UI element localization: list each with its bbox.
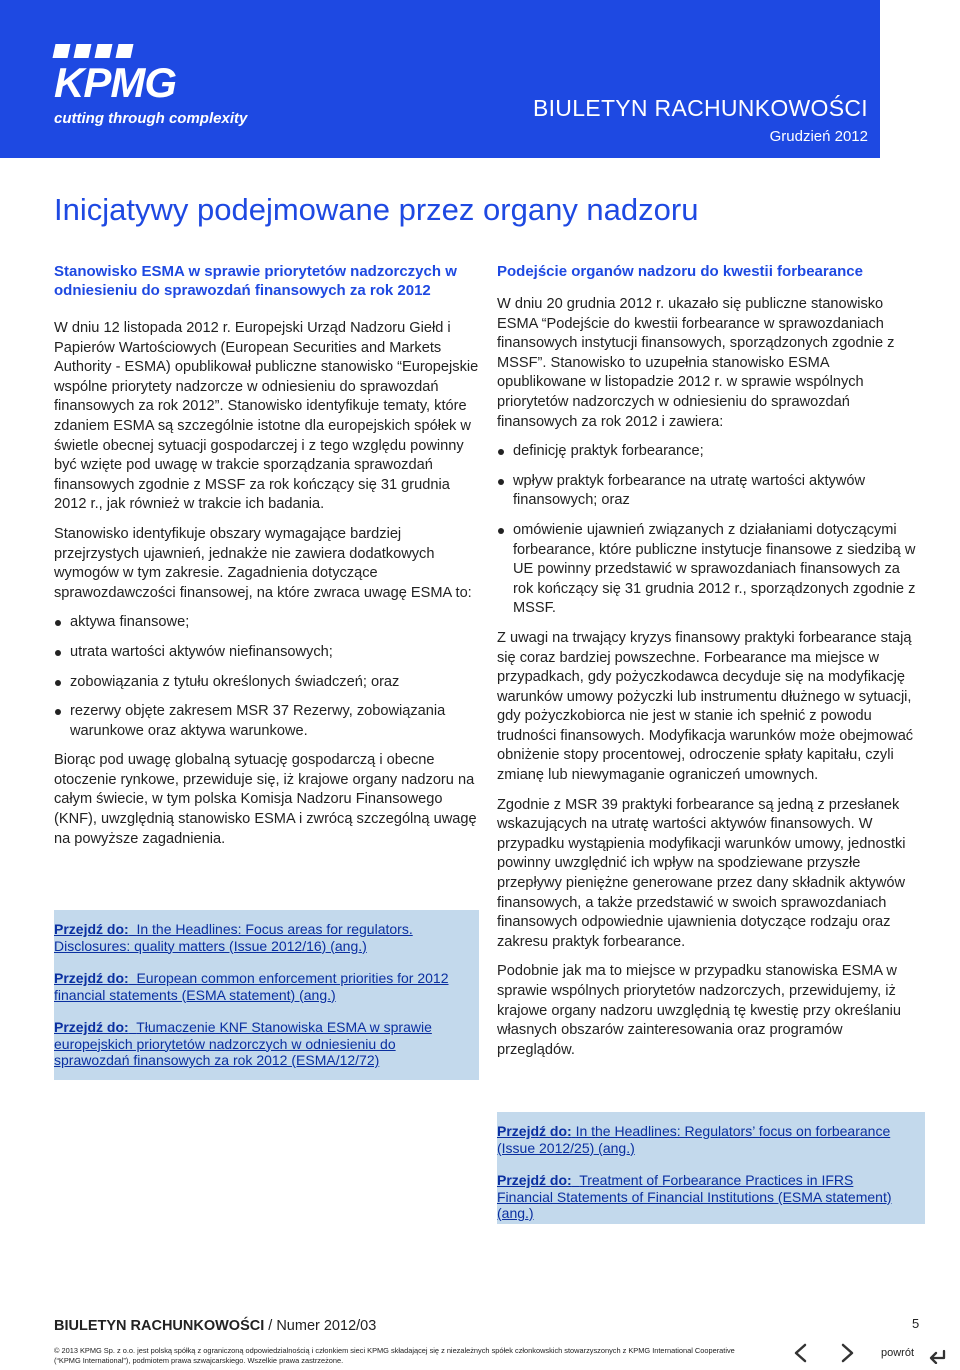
footer-title-strong: BIULETYN RACHUNKOWOŚCI: [54, 1318, 265, 1334]
link-enforcement-priorities[interactable]: [54, 970, 461, 1003]
paragraph: Zgodnie z MSR 39 praktyki forbearance są jedną z przesłanek wskazujących na utratę wartości aktywów finansowych. W przypadku wystąpienia modyfikacji warunków umowy, jednostki powinny uwzględnić ich wpływ na spodziewane przyszłe przepływy pieniężne generowane przez dany składnik aktywów finansowych, a także przedstawić w swoich sprawozdaniach finansowych odpowiednie ujawnienia dotyczące rodzaju oraz zakresu praktyk forbearance.: [497, 796, 906, 950]
page-header: [0, 0, 960, 160]
bulletin-date: Grudzień 2012: [769, 128, 868, 145]
link-text: Tłumaczenie KNF Stanowiska ESMA w sprawie europejskich priorytetów nadzorczych w odniesieniu do sprawozdań finansowych za rok 2012 (ESMA/12/72): [54, 1019, 432, 1068]
link-prefix: Przejdź do:: [54, 970, 129, 986]
kpmg-logo: [54, 59, 176, 106]
link-text: European common enforcement priorities for 2012 financial statements (ESMA statement) (ang.): [54, 970, 449, 1003]
list-item: zobowiązania z tytułu określonych świadczeń; oraz: [54, 673, 479, 693]
logo-bar: [95, 44, 113, 58]
paragraph: W dniu 20 grudnia 2012 r. ukazało się publiczne stanowisko ESMA “Podejście do kwestii forbearance w sprawozdaniach finansowych instytucji finansowych, sporządzonych zgodnie z MSSF”. Stanowisko to uzupełnia stanowisko ESMA opublikowane w listopadzie 2012 r. w sprawie wspólnych priorytetów nadzorczych w odniesieniu do sprawozdań finansowych za rok 2012 i zawiera:: [497, 296, 895, 430]
logo-bar: [53, 44, 71, 58]
footer-title-rest: / Numer 2012/03: [264, 1318, 377, 1334]
link-prefix: Przejdź do:: [497, 1123, 572, 1139]
link-text: Treatment of Forbearance Practices in IFRS Financial Statements of Financial Institutions (ESMA statement) (ang.): [497, 1172, 892, 1221]
paragraph: Podobnie jak ma to miejsce w przypadku stanowiska ESMA w sprawie wspólnych priorytetów nadzorczych, przewidujemy, iż krajowe organy nadzoru uwzględnią tę kwestię przy określaniu własnych obszarów zainteresowania oraz programów przeglądów.: [497, 963, 901, 1058]
bullet-list: [497, 442, 917, 619]
link-regulators-focus[interactable]: [497, 1123, 907, 1156]
section-heading-forbearance: Podejście organów nadzoru do kwestii forbearance: [497, 263, 863, 280]
bulletin-title: BIULETYN RACHUNKOWOŚCI: [532, 95, 868, 121]
bullet-list: [54, 613, 479, 741]
list-item: utrata wartości aktywów niefinansowych;: [54, 643, 479, 663]
list-item: aktywa finansowe;: [54, 613, 479, 633]
back-link[interactable]: powrót: [881, 1347, 915, 1359]
logo-bar: [116, 44, 134, 58]
next-page-icon[interactable]: [836, 1342, 858, 1364]
paragraph: Biorąc pod uwagę globalną sytuację gospodarczą i obecne otoczenie rynkowe, przewiduje się, iż krajowe organy nadzoru na całym świecie, w tym polska Komisja Nadzoru Finansowego (KNF), uwzględnią stanowisko ESMA i zwrócą szczególną uwagę na powyższe zagadnienia.: [54, 752, 477, 847]
logo-bars: [54, 44, 132, 58]
link-box-left: [54, 910, 479, 1080]
left-column: [54, 262, 479, 859]
tagline: cutting through complexity: [54, 110, 248, 127]
link-text: In the Headlines: Focus areas for regulators. Disclosures: quality matters (Issue 2012/16) (ang.): [54, 921, 413, 954]
legal-notice: © 2013 KPMG Sp. z o.o. jest polską spółką z ograniczoną odpowiedzialnością i członkiem sieci KPMG składającej się z niezależnych spółek członkowskich stowarzyszonych z KPMG International Cooperative (“KPMG International”), podmiotem prawa szwajcarskiego. Wszelkie prawa zastrzeżone.: [54, 1346, 735, 1365]
footer-title: [54, 1318, 376, 1334]
logo-bar: [74, 44, 92, 58]
link-prefix: Przejdź do:: [497, 1172, 572, 1188]
back-arrow-icon[interactable]: [926, 1342, 948, 1364]
paragraph: W dniu 12 listopada 2012 r. Europejski Urząd Nadzoru Giełd i Papierów Wartościowych (European Securities and Markets Authority - ESMA) opublikował publiczne stanowisko “Europejskie wspólne priorytety nadzorcze w odniesieniu do sprawozdań finansowych za rok 2012”. Stanowisko identyfikuje tematy, które zdaniem ESMA są szczególnie istotne dla europejskich spółek w świetle obecnej sytuacji gospodarczej i z tego względu powinny być wzięte pod uwagę w trakcie sporządzania sprawozdań finansowych zgodnie z MSSF za rok kończący się 31 grudnia 2012 r., jak również w trakcie ich badania.: [54, 320, 479, 513]
link-focus-areas[interactable]: [54, 921, 461, 954]
link-forbearance-treatment[interactable]: [497, 1172, 907, 1222]
right-column: [497, 262, 917, 1070]
list-item: omówienie ujawnień związanych z działaniami dotyczącymi forbearance, które publiczne instytucje finansowe z siedzibą w UE powinny przedstawić w sprawozdaniach finansowych za rok kończący się 31 grudnia 2012 r., sporządzonych zgodnie z MSSF.: [497, 521, 917, 619]
paragraph: Stanowisko identyfikuje obszary wymagające bardziej przejrzystych ujawnień, jednakże nie zawiera dodatkowych wymogów w tym zakresie. Zagadnienia dotyczące sprawozdawczości finansowej, na które zwraca uwagę ESMA to:: [54, 525, 472, 601]
list-item: definicję praktyk forbearance;: [497, 442, 917, 462]
list-item: rezerwy objęte zakresem MSR 37 Rezerwy, zobowiązania warunkowe oraz aktywa warunkowe.: [54, 702, 479, 741]
section-heading-esma: Stanowisko ESMA w sprawie priorytetów nadzorczych w odniesieniu do sprawozdań finansowych za rok 2012: [54, 263, 457, 299]
link-text: In the Headlines: Regulators’ focus on forbearance (Issue 2012/25) (ang.): [497, 1123, 891, 1156]
link-box-right: [497, 1112, 925, 1224]
link-prefix: Przejdź do:: [54, 921, 129, 937]
logo-text: KPMG: [54, 59, 176, 106]
page-number: 5: [912, 1316, 920, 1331]
prev-page-icon[interactable]: [790, 1342, 812, 1364]
page-title: Inicjatywy podejmowane przez organy nadzoru: [54, 192, 699, 227]
link-knf-translation[interactable]: [54, 1019, 461, 1069]
link-prefix: Przejdź do:: [54, 1019, 129, 1035]
paragraph: Z uwagi na trwający kryzys finansowy praktyki forbearance stają się coraz bardziej powszechne. Forbearance ma miejsce w przypadkach, gdy pożyczkodawca decyduje się na modyfikację warunków umowy pożyczki lub instrumentu dłużnego w sytuacji, gdy pożyczkobiorca nie jest w stanie ich spełnić z powodu trudności finansowych. Modyfikacja warunków może obejmować obniżenie stopy procentowej, odroczenie spłaty kapitału, czyli zmianę lub niewymaganie ograniczeń umownych.: [497, 629, 914, 784]
list-item: wpływ praktyk forbearance na utratę wartości aktywów finansowych; oraz: [497, 472, 917, 511]
